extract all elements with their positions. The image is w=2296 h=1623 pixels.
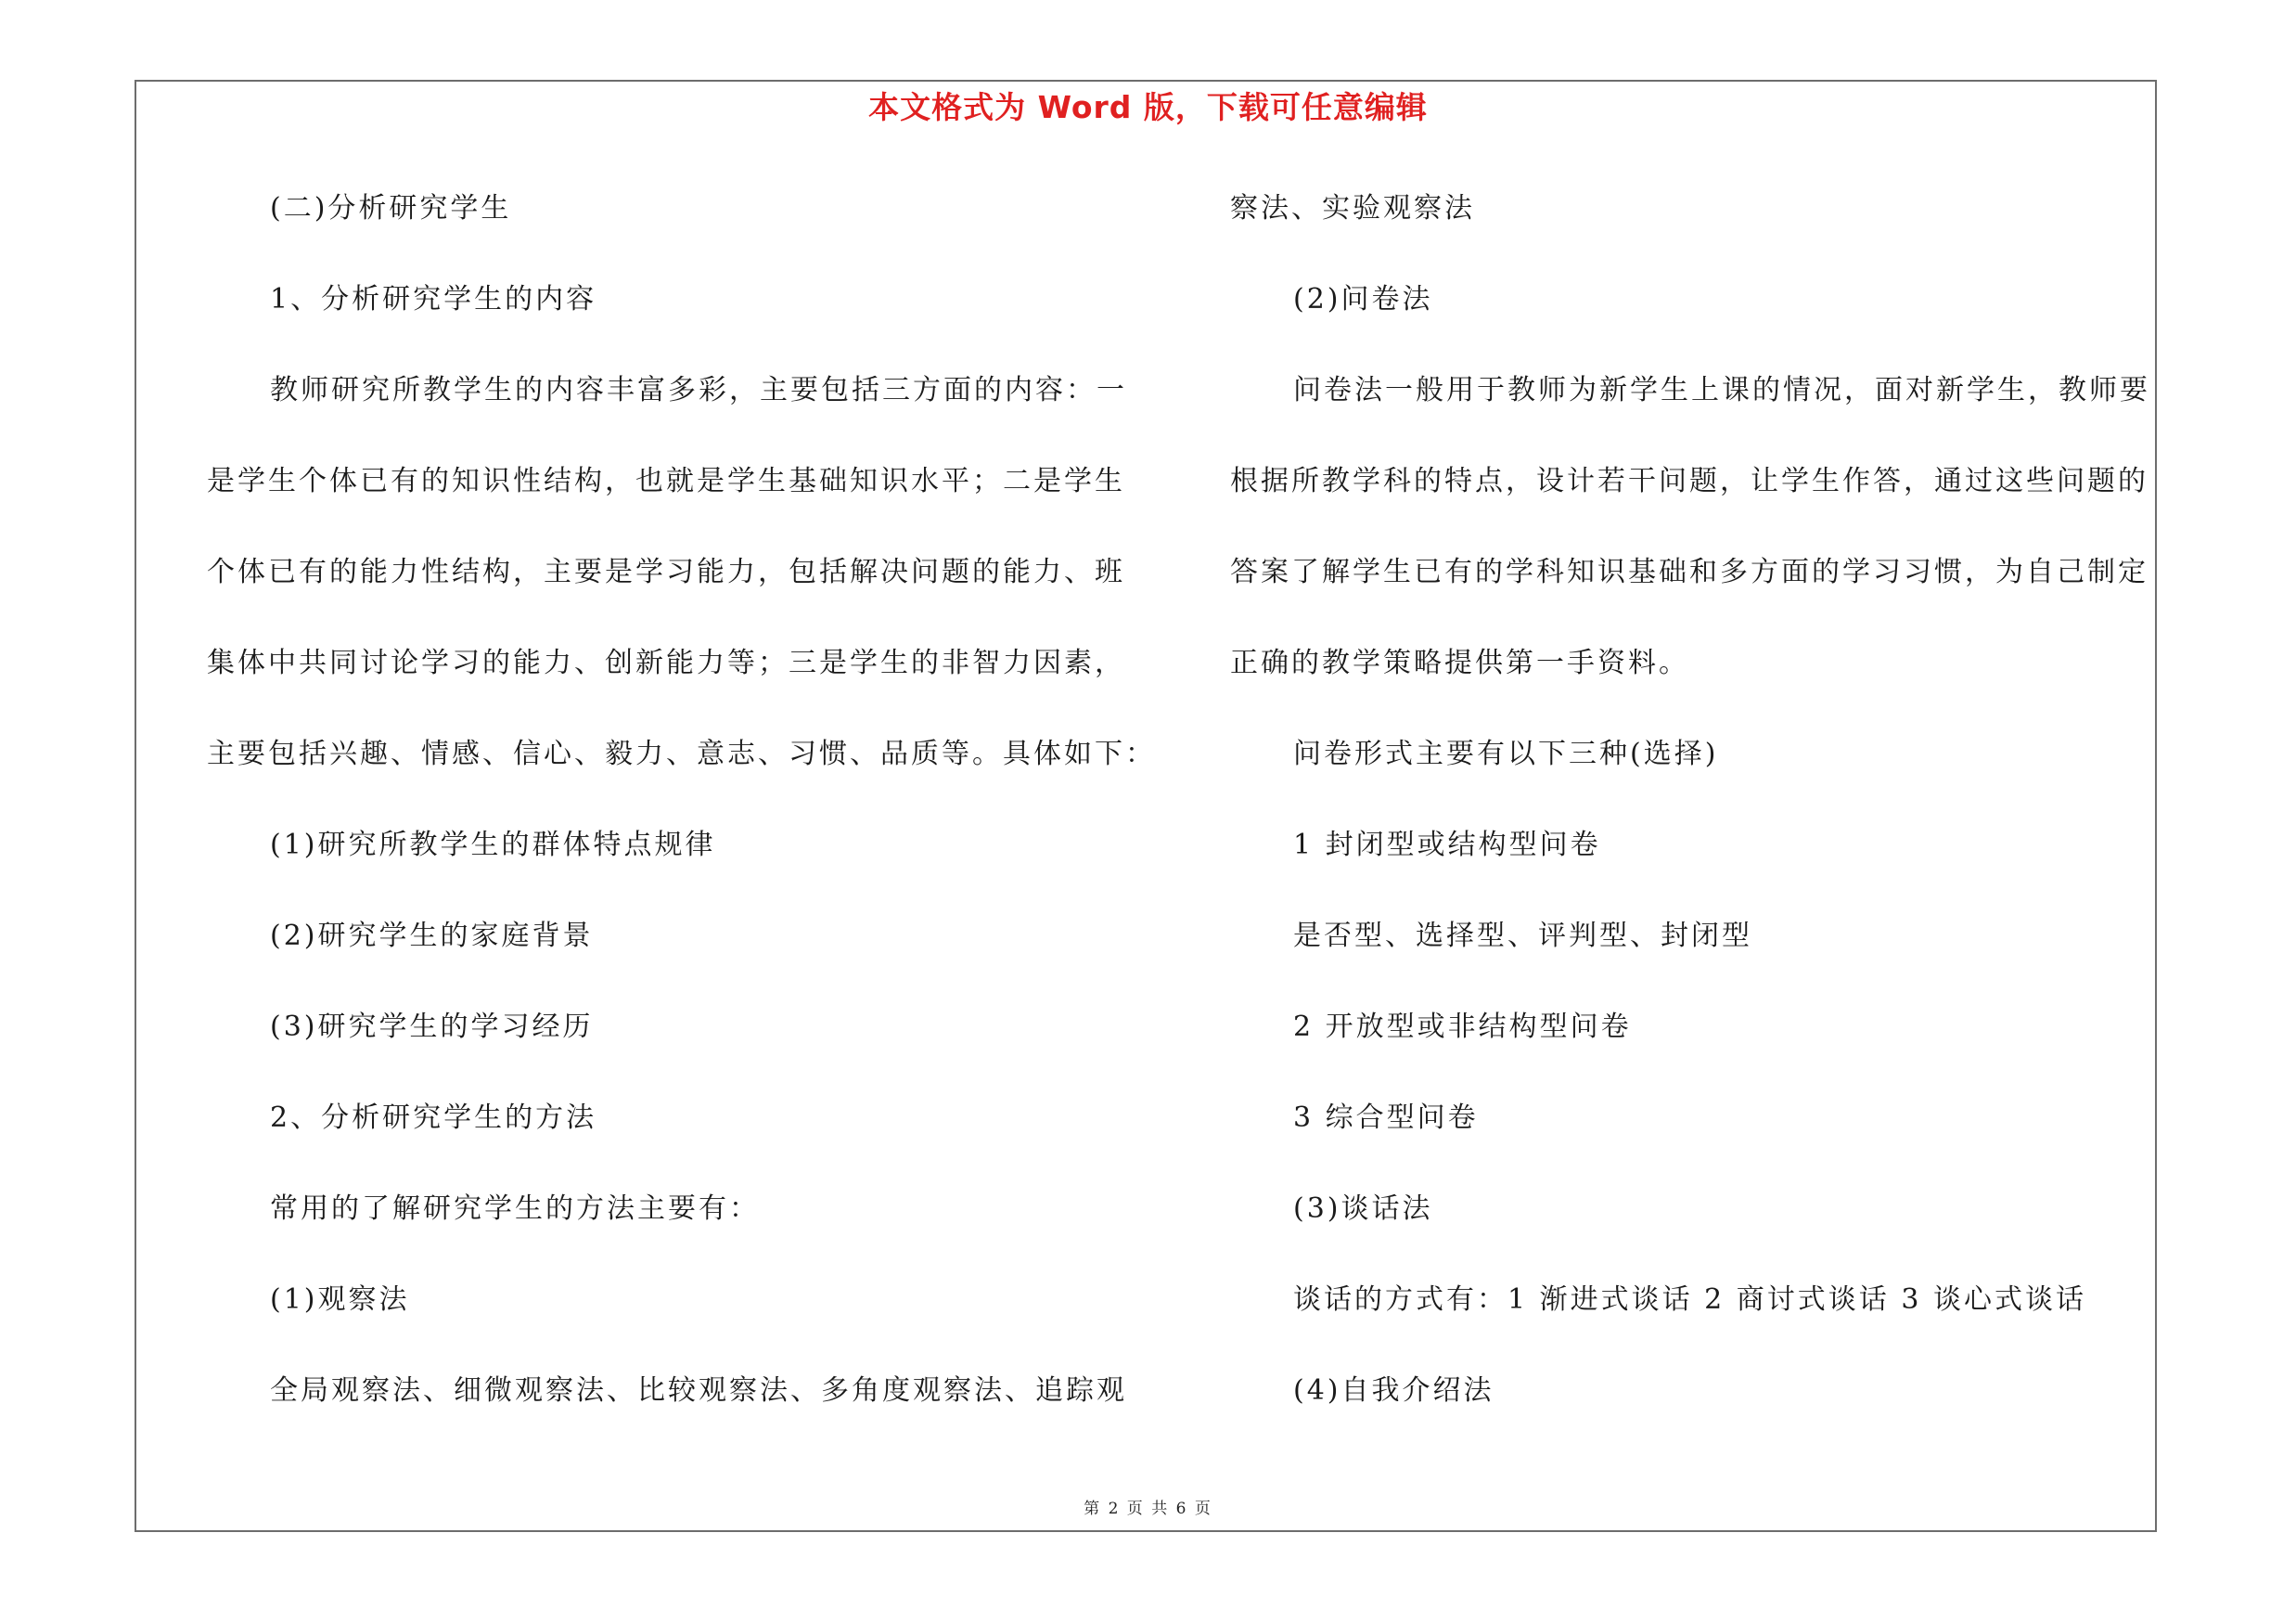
text-line: 常用的了解研究学生的方法主要有： [270,1192,760,1225]
text-line: 3 综合型问卷 [1293,1101,1479,1134]
text-line: 1、分析研究学生的内容 [270,283,597,316]
text-line: 集体中共同讨论学习的能力、创新能力等；三是学生的非智力因素， [207,647,1125,679]
text-line: (2)问卷法 [1293,283,1433,316]
page-number-footer: 第 2 页 共 6 页 [1084,1500,1212,1518]
text-line: 主要包括兴趣、情感、信心、毅力、意志、习惯、品质等。具体如下： [207,738,1156,770]
text-line: 问卷法一般用于教师为新学生上课的情况，面对新学生，教师要 [1293,374,2150,406]
text-line: 谈话的方式有：1 渐进式谈话 2 商讨式谈话 3 谈心式谈话 [1293,1283,2086,1316]
word-format-banner: 本文格式为 Word 版，下载可任意编辑 [868,89,1428,125]
text-line: 全局观察法、细微观察法、比较观察法、多角度观察法、追踪观 [270,1374,1127,1407]
text-line: (3)谈话法 [1293,1192,1433,1225]
text-line: 正确的教学策略提供第一手资料。 [1230,647,1689,679]
text-line: (1)观察法 [270,1283,410,1316]
text-line: (2)研究学生的家庭背景 [270,920,594,952]
text-line: 1 封闭型或结构型问卷 [1293,829,1601,861]
text-line: 问卷形式主要有以下三种(选择) [1293,738,1719,770]
text-line: (3)研究学生的学习经历 [270,1011,594,1043]
text-line: 个体已有的能力性结构，主要是学习能力，包括解决问题的能力、班 [207,556,1125,588]
text-line: 答案了解学生已有的学科知识基础和多方面的学习习惯，为自己制定 [1230,556,2148,588]
text-line: 教师研究所教学生的内容丰富多彩，主要包括三方面的内容：一 [270,374,1127,406]
text-line: 是否型、选择型、评判型、封闭型 [1293,920,1752,952]
text-line: 根据所教学科的特点，设计若干问题，让学生作答，通过这些问题的 [1230,465,2148,497]
text-line: (4)自我介绍法 [1293,1374,1494,1407]
text-line: (二)分析研究学生 [270,192,512,225]
text-line: 察法、实验观察法 [1230,192,1475,225]
text-line: 是学生个体已有的知识性结构，也就是学生基础知识水平；二是学生 [207,465,1125,497]
text-line: (1)研究所教学生的群体特点规律 [270,829,716,861]
text-line: 2 开放型或非结构型问卷 [1293,1011,1632,1043]
text-line: 2、分析研究学生的方法 [270,1101,597,1134]
